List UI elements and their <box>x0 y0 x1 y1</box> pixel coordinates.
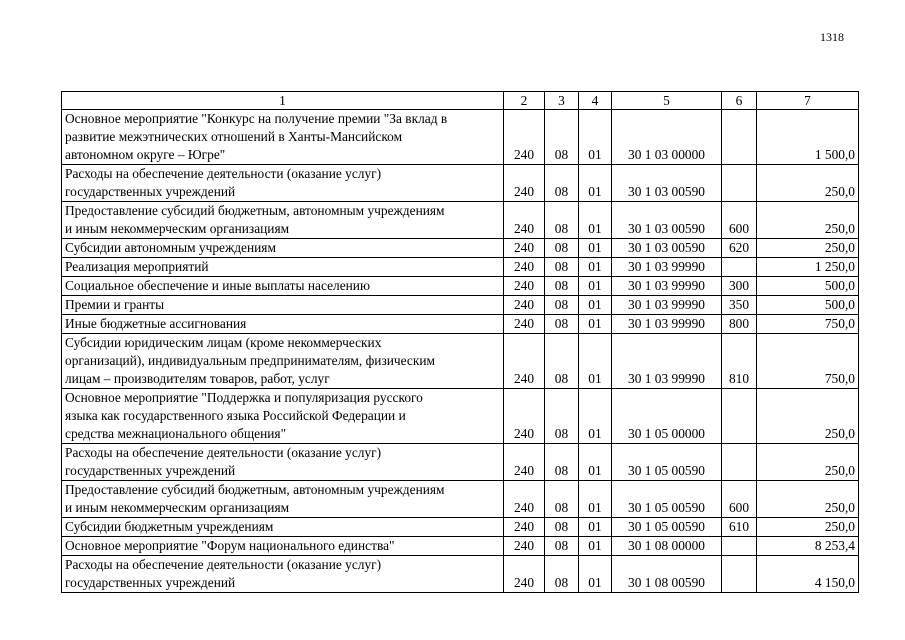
row-target-cell: 30 1 03 99990 <box>612 334 722 389</box>
row-admin-cell: 240 <box>504 296 545 315</box>
row-section-cell: 08 <box>545 315 579 334</box>
row-type-cell: 800 <box>722 315 757 334</box>
row-amount-cell: 250,0 <box>757 444 859 481</box>
row-target-cell: 30 1 03 99990 <box>612 296 722 315</box>
row-name-line: Расходы на обеспечение деятельности (оказание услуг) <box>65 166 382 181</box>
row-subsection-cell: 01 <box>579 277 612 296</box>
row-name-cell <box>62 334 504 389</box>
row-name-cell <box>62 315 504 334</box>
row-name-line: Основное мероприятие "Форум национального единства" <box>65 538 395 553</box>
row-name-cell <box>62 239 504 258</box>
row-subsection-cell: 01 <box>579 165 612 202</box>
row-type-cell: 610 <box>722 518 757 537</box>
row-name-line: языка как государственного языка Российской Федерации и <box>65 408 406 423</box>
table-row <box>62 258 859 277</box>
row-name-line: Субсидии бюджетным учреждениям <box>65 519 274 534</box>
row-name-line: Основное мероприятие "Конкурс на получение премии "За вклад в <box>65 111 448 126</box>
row-amount-cell: 250,0 <box>757 239 859 258</box>
row-name-cell <box>62 258 504 277</box>
row-name-line: Предоставление субсидий бюджетным, автономным учреждениям <box>65 203 445 218</box>
row-name-cell <box>62 556 504 593</box>
row-admin-cell: 240 <box>504 239 545 258</box>
row-amount-cell: 250,0 <box>757 202 859 239</box>
row-name-line: Премии и гранты <box>65 297 165 312</box>
row-amount-cell: 4 150,0 <box>757 556 859 593</box>
row-amount-cell: 250,0 <box>757 165 859 202</box>
row-section-cell: 08 <box>545 165 579 202</box>
row-subsection-cell: 01 <box>579 518 612 537</box>
row-type-cell <box>722 110 757 165</box>
row-type-cell: 620 <box>722 239 757 258</box>
row-name-line: и иным некоммерческим организациям <box>65 221 290 236</box>
table-row <box>62 556 859 593</box>
row-type-cell <box>722 537 757 556</box>
row-admin-cell: 240 <box>504 315 545 334</box>
row-section-cell: 08 <box>545 481 579 518</box>
header-cell-section: 3 <box>545 92 579 110</box>
row-target-cell: 30 1 05 00590 <box>612 518 722 537</box>
row-target-cell: 30 1 03 00000 <box>612 110 722 165</box>
row-name-line: государственных учреждений <box>65 184 236 199</box>
row-name-line: Иные бюджетные ассигнования <box>65 316 247 331</box>
row-amount-cell: 1 250,0 <box>757 258 859 277</box>
row-type-cell <box>722 258 757 277</box>
row-name-line: Социальное обеспечение и иные выплаты населению <box>65 278 370 293</box>
row-name-line: лицам – производителям товаров, работ, услуг <box>65 371 330 386</box>
row-type-cell: 600 <box>722 481 757 518</box>
row-target-cell: 30 1 03 00590 <box>612 239 722 258</box>
row-admin-cell: 240 <box>504 537 545 556</box>
row-name-line: Реализация мероприятий <box>65 259 209 274</box>
row-target-cell: 30 1 03 99990 <box>612 258 722 277</box>
table-row <box>62 165 859 202</box>
row-target-cell: 30 1 08 00590 <box>612 556 722 593</box>
row-type-cell: 300 <box>722 277 757 296</box>
row-target-cell: 30 1 03 99990 <box>612 277 722 296</box>
row-subsection-cell: 01 <box>579 258 612 277</box>
row-amount-cell: 8 253,4 <box>757 537 859 556</box>
row-name-cell <box>62 537 504 556</box>
row-name-line: Субсидии автономным учреждениям <box>65 240 276 255</box>
row-section-cell: 08 <box>545 444 579 481</box>
table-row <box>62 202 859 239</box>
row-amount-cell: 500,0 <box>757 277 859 296</box>
table-row <box>62 239 859 258</box>
row-section-cell: 08 <box>545 389 579 444</box>
row-type-cell: 350 <box>722 296 757 315</box>
row-subsection-cell: 01 <box>579 315 612 334</box>
header-cell-target: 5 <box>612 92 722 110</box>
row-target-cell: 30 1 03 00590 <box>612 202 722 239</box>
row-name-cell <box>62 389 504 444</box>
row-admin-cell: 240 <box>504 110 545 165</box>
row-name-cell <box>62 277 504 296</box>
row-name-line: Субсидии юридическим лицам (кроме некоммерческих <box>65 335 382 350</box>
row-section-cell: 08 <box>545 277 579 296</box>
row-name-line: организаций), индивидуальным предпринимателям, физическим <box>65 353 435 368</box>
row-admin-cell: 240 <box>504 518 545 537</box>
table-row <box>62 389 859 444</box>
row-subsection-cell: 01 <box>579 537 612 556</box>
row-name-line: средства межнационального общения" <box>65 426 287 441</box>
header-cell-admin: 2 <box>504 92 545 110</box>
row-name-line: автономном округе – Югре" <box>65 147 226 162</box>
table-row <box>62 444 859 481</box>
row-type-cell <box>722 444 757 481</box>
row-subsection-cell: 01 <box>579 334 612 389</box>
row-name-line: государственных учреждений <box>65 463 236 478</box>
row-name-cell <box>62 296 504 315</box>
table-row <box>62 296 859 315</box>
row-target-cell: 30 1 03 99990 <box>612 315 722 334</box>
row-amount-cell: 250,0 <box>757 389 859 444</box>
row-subsection-cell: 01 <box>579 481 612 518</box>
row-admin-cell: 240 <box>504 277 545 296</box>
row-name-line: развитие межэтнических отношений в Ханты-Мансийском <box>65 129 403 144</box>
header-row <box>62 92 859 110</box>
row-admin-cell: 240 <box>504 334 545 389</box>
row-name-line: и иным некоммерческим организациям <box>65 500 290 515</box>
row-name-line: Предоставление субсидий бюджетным, автономным учреждениям <box>65 482 445 497</box>
row-name-line: Основное мероприятие "Поддержка и популяризация русского <box>65 390 423 405</box>
row-subsection-cell: 01 <box>579 296 612 315</box>
row-admin-cell: 240 <box>504 444 545 481</box>
row-subsection-cell: 01 <box>579 389 612 444</box>
row-subsection-cell: 01 <box>579 202 612 239</box>
row-name-line: Расходы на обеспечение деятельности (оказание услуг) <box>65 445 382 460</box>
header-cell-name: 1 <box>62 92 504 110</box>
row-type-cell <box>722 556 757 593</box>
row-admin-cell: 240 <box>504 258 545 277</box>
row-name-cell <box>62 202 504 239</box>
row-type-cell <box>722 389 757 444</box>
header-cell-type: 6 <box>722 92 757 110</box>
row-section-cell: 08 <box>545 556 579 593</box>
row-amount-cell: 750,0 <box>757 334 859 389</box>
row-target-cell: 30 1 03 00590 <box>612 165 722 202</box>
row-section-cell: 08 <box>545 110 579 165</box>
row-type-cell <box>722 165 757 202</box>
row-section-cell: 08 <box>545 202 579 239</box>
row-subsection-cell: 01 <box>579 444 612 481</box>
row-section-cell: 08 <box>545 239 579 258</box>
header-cell-amount: 7 <box>757 92 859 110</box>
row-amount-cell: 750,0 <box>757 315 859 334</box>
row-type-cell: 810 <box>722 334 757 389</box>
row-section-cell: 08 <box>545 258 579 277</box>
row-subsection-cell: 01 <box>579 556 612 593</box>
table-row <box>62 518 859 537</box>
row-admin-cell: 240 <box>504 165 545 202</box>
row-name-cell <box>62 165 504 202</box>
table-row <box>62 481 859 518</box>
row-name-line: государственных учреждений <box>65 575 236 590</box>
budget-table <box>61 91 859 593</box>
row-target-cell: 30 1 05 00590 <box>612 481 722 518</box>
row-amount-cell: 500,0 <box>757 296 859 315</box>
table-row <box>62 277 859 296</box>
row-section-cell: 08 <box>545 296 579 315</box>
row-type-cell: 600 <box>722 202 757 239</box>
row-admin-cell: 240 <box>504 389 545 444</box>
row-subsection-cell: 01 <box>579 110 612 165</box>
table-row <box>62 315 859 334</box>
row-target-cell: 30 1 08 00000 <box>612 537 722 556</box>
row-target-cell: 30 1 05 00590 <box>612 444 722 481</box>
page-number: 1318 <box>820 30 844 44</box>
table-row <box>62 537 859 556</box>
row-target-cell: 30 1 05 00000 <box>612 389 722 444</box>
row-amount-cell: 1 500,0 <box>757 110 859 165</box>
row-section-cell: 08 <box>545 334 579 389</box>
row-name-cell <box>62 110 504 165</box>
row-name-cell <box>62 444 504 481</box>
row-amount-cell: 250,0 <box>757 481 859 518</box>
row-amount-cell: 250,0 <box>757 518 859 537</box>
row-name-cell <box>62 481 504 518</box>
table-row <box>62 334 859 389</box>
row-name-line: Расходы на обеспечение деятельности (оказание услуг) <box>65 557 382 572</box>
row-name-cell <box>62 518 504 537</box>
row-section-cell: 08 <box>545 518 579 537</box>
row-admin-cell: 240 <box>504 556 545 593</box>
header-cell-subsection: 4 <box>579 92 612 110</box>
row-admin-cell: 240 <box>504 202 545 239</box>
table-body <box>62 110 859 593</box>
row-admin-cell: 240 <box>504 481 545 518</box>
row-section-cell: 08 <box>545 537 579 556</box>
row-subsection-cell: 01 <box>579 239 612 258</box>
table-row <box>62 110 859 165</box>
